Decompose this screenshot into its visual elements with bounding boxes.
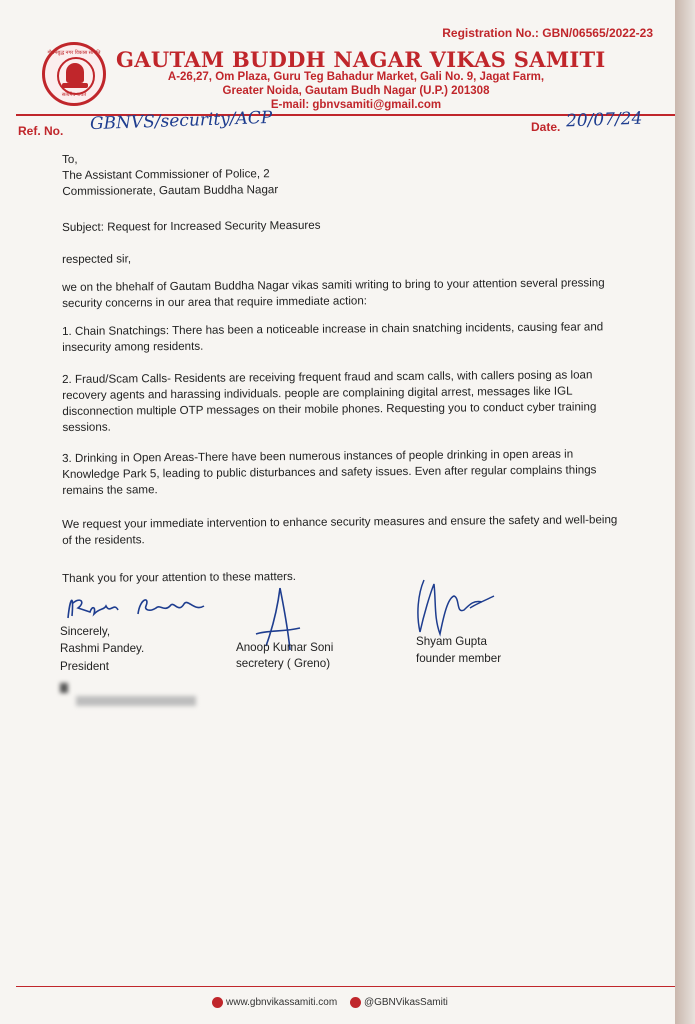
thanks-line: Thank you for your attention to these matters. xyxy=(62,569,297,585)
organization-seal xyxy=(42,42,106,106)
organization-name: GAUTAM BUDDH NAGAR VIKAS SAMITI xyxy=(116,47,606,72)
email-line: E-mail: gbnvsamiti@gmail.com xyxy=(270,99,442,111)
buddha-figure-icon xyxy=(66,63,84,83)
seal-top-text: गौतमबुद्ध नगर विकास समिति xyxy=(47,50,101,56)
recipient-line-2: Commissionerate, Gautam Buddha Nagar xyxy=(62,183,279,198)
signatory-title-1: President xyxy=(60,660,109,673)
date-value: 20/07/24 xyxy=(565,108,643,132)
point-1: 1. Chain Snatchings: There has been a noticeable increase in chain snatching incidents, causing fear and insecurity among residents. xyxy=(62,320,604,354)
footer-website[interactable]: www.gbnvikassamiti.com xyxy=(226,997,338,1009)
footer xyxy=(212,997,448,1008)
signatory-name-2: Anoop Kumar Soni xyxy=(236,641,334,654)
instagram-icon xyxy=(350,997,361,1008)
intro-paragraph: we on the bhehalf of Gautam Buddha Nagar vikas samiti writing to bring to your attention several pressing security concerns in our area that require immediate action: xyxy=(62,276,605,310)
address-line-2: Greater Noida, Gautam Budh Nagar (U.P.) 201308 xyxy=(222,85,490,97)
signatory-title-2: secretery ( Greno) xyxy=(236,657,331,670)
signatory-name-1: Rashmi Pandey. xyxy=(60,642,145,655)
subject-line: Subject: Request for Increased Security Measures xyxy=(62,218,321,234)
date-label: Date. xyxy=(531,120,561,134)
point-3: 3. Drinking in Open Areas-There have been numerous instances of people drinking in open areas in Knowledge Park 5, leading to public disturbances and safety issues. Even after regular complains things remains the same. xyxy=(62,447,597,497)
recipient-line-1: The Assistant Commissioner of Police, 2 xyxy=(62,167,270,182)
footer-social[interactable]: @GBNVikasSamiti xyxy=(363,997,448,1009)
recipient-block xyxy=(62,147,622,200)
salutation: respected sir, xyxy=(62,252,132,266)
seal-base xyxy=(62,83,88,88)
globe-icon xyxy=(212,997,223,1008)
ref-label: Ref. No. xyxy=(18,124,64,138)
ref-value: GBNVS/security/ACP xyxy=(89,107,273,135)
redacted-contact xyxy=(76,696,196,706)
address-line-1: A-26,27, Om Plaza, Guru Teg Bahadur Market, Gali No. 9, Jagat Farm, xyxy=(167,71,545,83)
to-line: To, xyxy=(62,152,78,166)
signatory-name-3: Shyam Gupta xyxy=(416,635,487,648)
background-edge xyxy=(675,0,695,1024)
footer-divider xyxy=(16,986,675,987)
request-paragraph: We request your immediate intervention to enhance security measures and ensure the safety and well-being of the residents. xyxy=(62,513,618,547)
closing-text: Sincerely, xyxy=(60,625,111,638)
point-2: 2. Fraud/Scam Calls- Residents are receiving frequent fraud and scam calls, with callers posing as loan recovery agents and harassing individuals. people are complaining digital arrest, messages like IGL disconnection multiple OTP messages on their mobile phones. Requesting you to conduct cyber training sessions. xyxy=(62,368,597,434)
signatory-title-3: founder member xyxy=(416,652,502,665)
redacted-mark xyxy=(60,683,68,693)
seal-bottom-text: सत्यमेव जयते xyxy=(61,92,87,98)
signature-rashmi xyxy=(60,588,220,628)
registration-number: Registration No.: GBN/06565/2022-23 xyxy=(442,26,653,40)
